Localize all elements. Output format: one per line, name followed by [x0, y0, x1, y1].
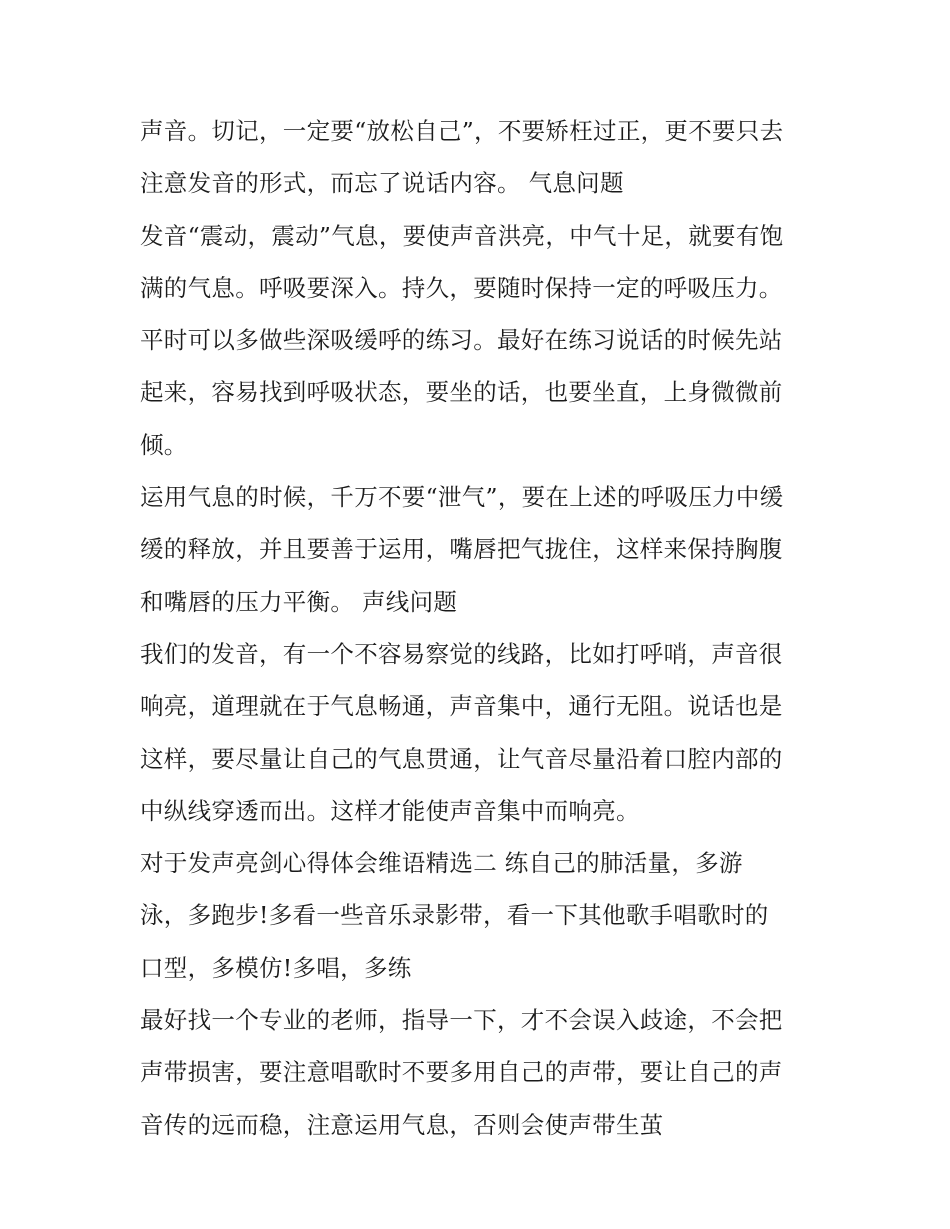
document-body [140, 105, 820, 1151]
text-line: 这样，要尽量让自己的气息贯通，让气音尽量沿着口腔内部的 [140, 744, 783, 773]
text-line: 最好找一个专业的老师，指导一下，才不会误入歧途，不会把 [140, 1006, 783, 1035]
text-line: 响亮，道理就在于气息畅通，声音集中，通行无阻。说话也是 [140, 692, 783, 721]
text-line: 发音“震动，震动”气息，要使声音洪亮，中气十足，就要有饱 [140, 221, 784, 250]
text-line: 泳，多跑步!多看一些音乐录影带，看一下其他歌手唱歌时的 [140, 901, 769, 930]
text-line: 倾。 [140, 430, 188, 459]
text-line: 对于发声亮剑心得体会维语精选二 练自己的肺活量，多游 [140, 849, 743, 878]
text-line: 中纵线穿透而出。这样才能使声音集中而响亮。 [140, 796, 640, 825]
text-line: 音传的远而稳，注意运用气息，否则会使声带生茧 [140, 1110, 664, 1139]
text-line: 运用气息的时候，千万不要“泄气”，要在上述的呼吸压力中缓 [140, 483, 784, 512]
text-line: 声音。切记，一定要“放松自己”，不要矫枉过正，更不要只去 [140, 117, 784, 145]
text-line: 口型，多模仿!多唱，多练 [140, 953, 412, 982]
text-line: 声带损害，要注意唱歌时不要多用自己的声带，要让自己的声 [140, 1058, 783, 1087]
text-line: 我们的发音，有一个不容易察觉的线路，比如打呼哨，声音很 [140, 639, 783, 668]
text-line: 缓的释放，并且要善于运用，嘴唇把气拢住，这样来保持胸腹 [140, 535, 783, 564]
text-line: 起来，容易找到呼吸状态，要坐的话，也要坐直，上身微微前 [140, 378, 783, 407]
text-line: 平时可以多做些深吸缓呼的练习。最好在练习说话的时候先站 [140, 326, 783, 355]
text-line: 和嘴唇的压力平衡。 声线问题 [140, 587, 458, 616]
text-line: 注意发音的形式，而忘了说话内容。 气息问题 [140, 169, 624, 198]
text-line: 满的气息。呼吸要深入。持久，要随时保持一定的呼吸压力。 [140, 273, 783, 302]
